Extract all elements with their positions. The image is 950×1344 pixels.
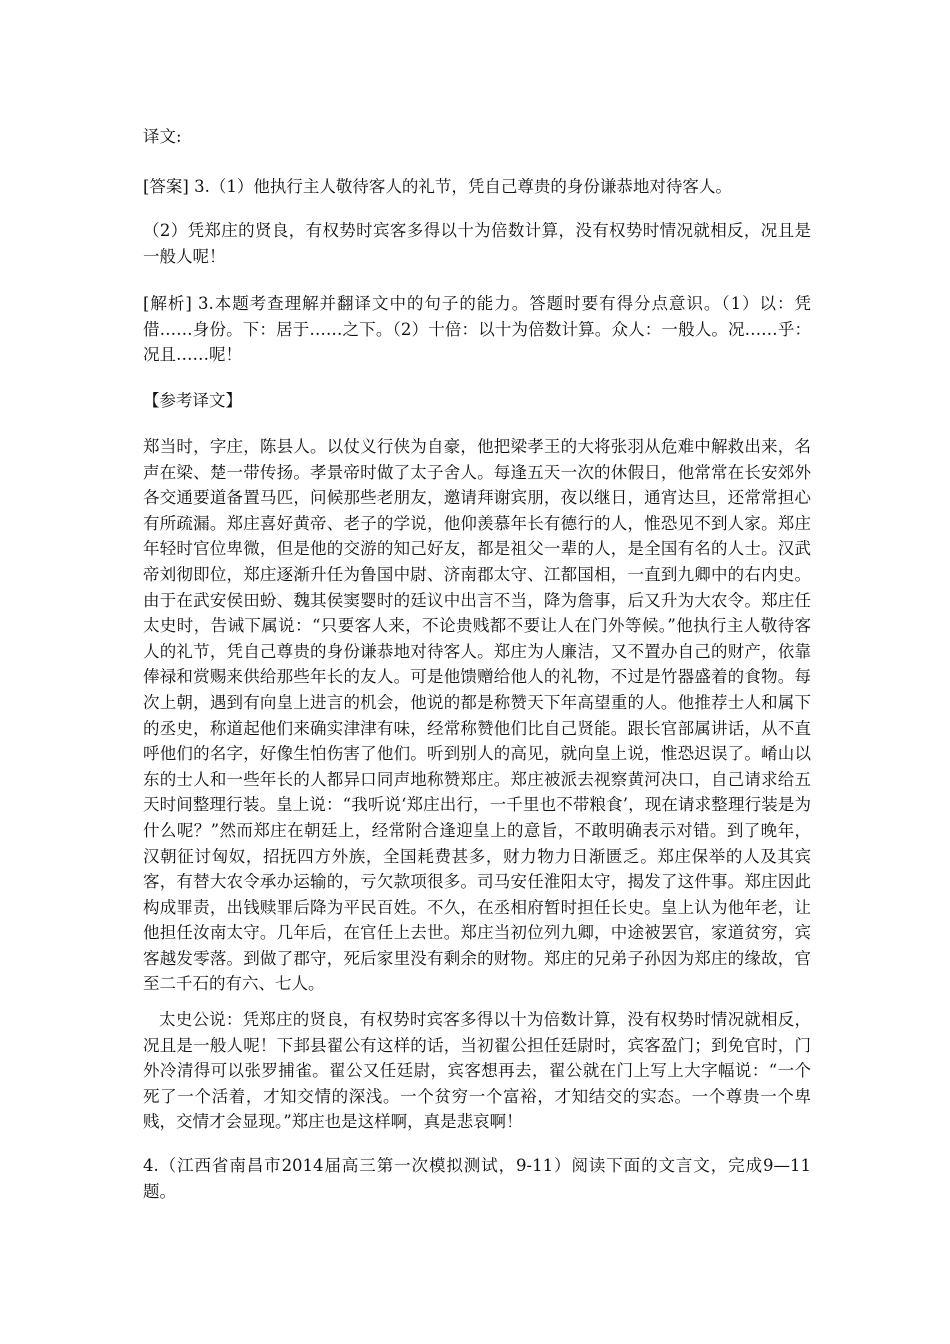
answer-text-1: 3.（1）他执行主人敬待客人的礼节，凭自己尊贵的身份谦恭地对待客人。 [194,177,732,196]
analysis-tag: [解析] [143,294,192,313]
answer-line-2: （2）凭郑庄的贤良，有权势时宾客多得以十为倍数计算，没有权势时情况就相反，况且是一般人呢！ [143,221,811,266]
analysis-paragraph [143,291,811,368]
answer-line-1 [143,174,811,200]
analysis-text: 3.本题考查理解并翻译文中的句子的能力。答题时要有得分点意识。（1）以：凭借……身份。下：居于……之下。（2）十倍：以十为倍数计算。众人：一般人。况……乎：况且……呢！ [143,294,811,365]
translation-paragraph-1: 郑当时，字庄，陈县人。以仗义行侠为自豪，他把梁孝王的大将张羽从危难中解救出来，名声在梁、楚一带传扬。孝景帝时做了太子舍人。每逢五天一次的休假日，他常常在长安郊外各交通要道备置马匹，问候那些老朋友，邀请拜谢宾朋，夜以继日，通宵达旦，还常常担心有所疏漏。郑庄喜好黄帝、老子的学说，他仰羡慕年长有德行的人，惟恐见不到人家。郑庄年轻时官位卑微，但是他的交游的知己好友，都是祖父一辈的人，是全国有名的人士。汉武帝刘彻即位，郑庄逐渐升任为鲁国中尉、济南郡太守、江都国相，一直到九卿中的右内史。由于在武安侯田蚡、魏其侯窦婴时的廷议中出言不当，降为詹事，后又升为大农令。郑庄任太史时，告诫下属说：“只要客人来，不论贵贱都不要让人在门外等候。”他执行主人敬待客人的礼节，凭自己尊贵的身份谦恭地对待客人。郑庄为人廉洁，又不置办自己的财产，依靠俸禄和赏赐来供给那些年长的友人。可是他馈赠给他人的礼物，不过是竹器盛着的食物。每次上朝，遇到有向皇上进言的机会，他说的都是称赞天下年高望重的人。他推荐士人和属下的丞史，称道起他们来确实津津有味，经常称赞他们比自己贤能。跟长官部属讲话，从不直呼他们的名字，好像生怕伤害了他们。听到别人的高见，就向皇上说，惟恐迟误了。崤山以东的士人和一些年长的人都异口同声地称赞郑庄。郑庄被派去视察黄河决口，自己请求给五天时间整理行装。皇上说：“我听说‘郑庄出行，一千里也不带粮食’，现在请求整理行装是为什么呢？”然而郑庄在朝廷上，经常附合逢迎皇上的意旨，不敢明确表示对错。到了晚年，汉朝征讨匈奴，招抚四方外族，全国耗费甚多，财力物力日渐匮乏。郑庄保举的人及其宾客，有替大农令承办运输的，亏欠款项很多。司马安任淮阳太守，揭发了这件事。郑庄因此构成罪责，出钱赎罪后降为平民百姓。不久，在丞相府暂时担任长史。皇上认为他年老，让他担任汝南太守。几年后，在官任上去世。郑庄当初位列九卿，中途被罢官，家道贫穷，宾客越发零落。到做了郡守，死后家里没有剩余的财物。郑庄的兄弟子孙因为郑庄的缘故，官至二千石的有六、七人。 [143,437,811,994]
answer-tag: [答案] [143,177,189,196]
reference-translation-heading: 【参考译文】 [143,391,242,410]
translation-paragraph-2: 太史公说：凭郑庄的贤良，有权势时宾客多得以十为倍数计算，没有权势时情况就相反，况且是一般人呢！下邽县翟公有这样的话，当初翟公担任廷尉时，宾客盈门；到免官时，门外冷清得可以张罗捕雀。翟公又任廷尉，宾客想再去，翟公就在门上写上大字幅说：“一个死了一个活着，才知交情的深浅。一个贫穷一个富裕，才知结交的实态。一个尊贵一个卑贱，交情才会显现。”郑庄也是这样啊，真是悲哀啊！ [143,1010,811,1132]
translation-heading: 译文: [143,127,182,146]
question-4: 4.（江西省南昌市2014届高三第一次模拟测试，9-11）阅读下面的文言文，完成9—11题。 [143,1156,811,1201]
